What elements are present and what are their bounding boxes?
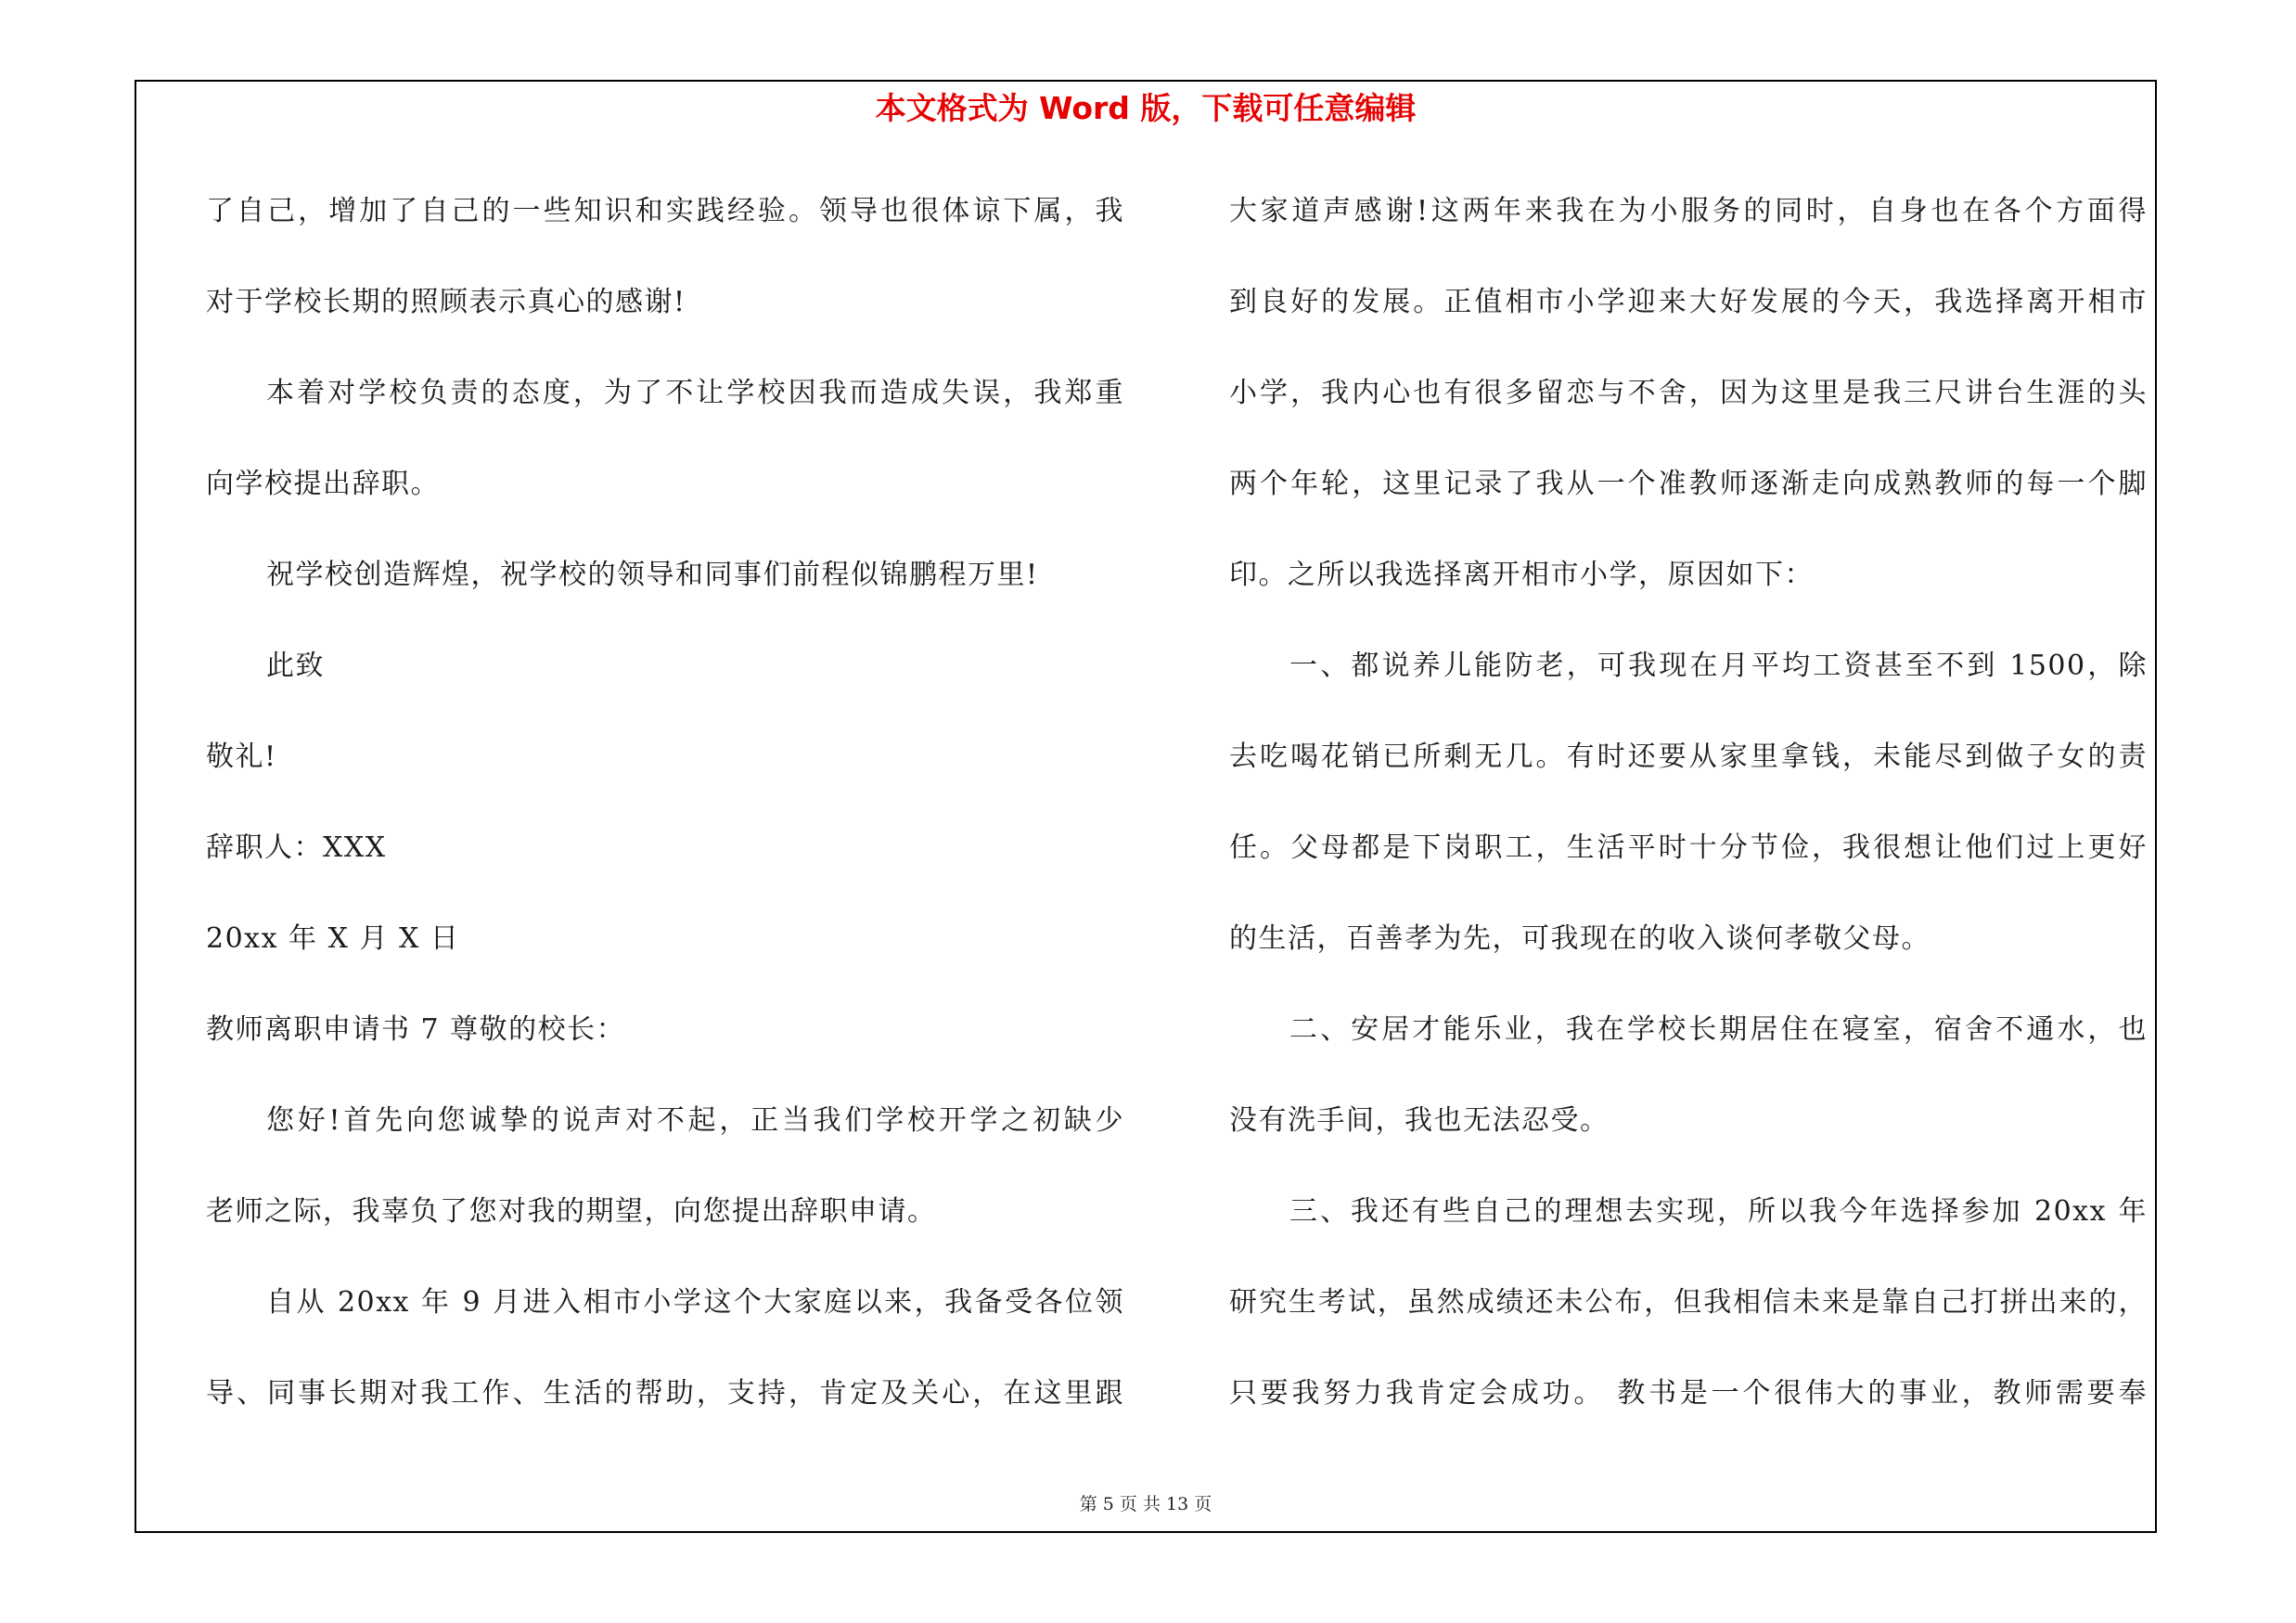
text-line: 自从 20xx 年 9 月进入相市小学这个大家庭以来，我备受各位领 bbox=[266, 1286, 1124, 1319]
text-line: 本着对学校负责的态度，为了不让学校因我而造成失误，我郑重 bbox=[266, 377, 1124, 409]
text-line: 20xx 年 X 月 X 日 bbox=[206, 922, 460, 955]
text-line: 三、我还有些自己的理想去实现，所以我今年选择参加 20xx 年 bbox=[1289, 1195, 2148, 1228]
text-line: 两个年轮，这里记录了我从一个准教师逐渐走向成熟教师的每一个脚 bbox=[1229, 468, 2148, 500]
text-line: 此致 bbox=[266, 650, 325, 682]
text-line: 没有洗手间，我也无法忍受。 bbox=[1229, 1104, 1610, 1137]
text-line: 对于学校长期的照顾表示真心的感谢! bbox=[206, 286, 686, 318]
text-line: 敬礼! bbox=[206, 741, 277, 773]
text-line: 教师离职申请书 7 尊敬的校长： bbox=[206, 1013, 626, 1046]
text-line: 辞职人：XXX bbox=[206, 831, 387, 864]
text-line: 一、都说养儿能防老，可我现在月平均工资甚至不到 1500，除 bbox=[1289, 650, 2148, 682]
text-line: 到良好的发展。正值相市小学迎来大好发展的今天，我选择离开相市 bbox=[1229, 286, 2148, 318]
text-line: 只要我努力我肯定会成功。 教书是一个很伟大的事业，教师需要奉 bbox=[1229, 1377, 2148, 1410]
text-line: 祝学校创造辉煌，祝学校的领导和同事们前程似锦鹏程万里! bbox=[266, 559, 1039, 591]
text-line: 研究生考试，虽然成绩还未公布，但我相信未来是靠自己打拼出来的， bbox=[1229, 1286, 2148, 1319]
text-line: 小学，我内心也有很多留恋与不舍，因为这里是我三尺讲台生涯的头 bbox=[1229, 377, 2148, 409]
text-line: 大家道声感谢!这两年来我在为小服务的同时，自身也在各个方面得 bbox=[1229, 195, 2148, 227]
text-line: 您好!首先向您诚挚的说声对不起，正当我们学校开学之初缺少 bbox=[266, 1104, 1124, 1137]
text-line: 印。之所以我选择离开相市小学，原因如下： bbox=[1229, 559, 1814, 591]
page-number-footer: 第 5 页 共 13 页 bbox=[1079, 1494, 1212, 1514]
right-text-column bbox=[1229, 184, 2148, 1457]
text-line: 二、安居才能乐业，我在学校长期居住在寝室，宿舍不通水，也 bbox=[1289, 1013, 2148, 1046]
text-line: 的生活，百善孝为先，可我现在的收入谈何孝敬父母。 bbox=[1229, 922, 1930, 955]
text-line: 了自己，增加了自己的一些知识和实践经验。领导也很体谅下属，我 bbox=[206, 195, 1124, 227]
format-notice-banner: 本文格式为 Word 版，下载可任意编辑 bbox=[875, 90, 1417, 126]
text-line: 老师之际，我辜负了您对我的期望，向您提出辞职申请。 bbox=[206, 1195, 937, 1228]
text-line: 任。父母都是下岗职工，生活平时十分节俭，我很想让他们过上更好 bbox=[1229, 831, 2148, 864]
text-line: 去吃喝花销已所剩无几。有时还要从家里拿钱，未能尽到做子女的责 bbox=[1229, 741, 2148, 773]
text-line: 导、同事长期对我工作、生活的帮助，支持，肯定及关心，在这里跟 bbox=[206, 1377, 1124, 1410]
text-line: 向学校提出辞职。 bbox=[206, 468, 440, 500]
left-text-column bbox=[206, 184, 1124, 1457]
